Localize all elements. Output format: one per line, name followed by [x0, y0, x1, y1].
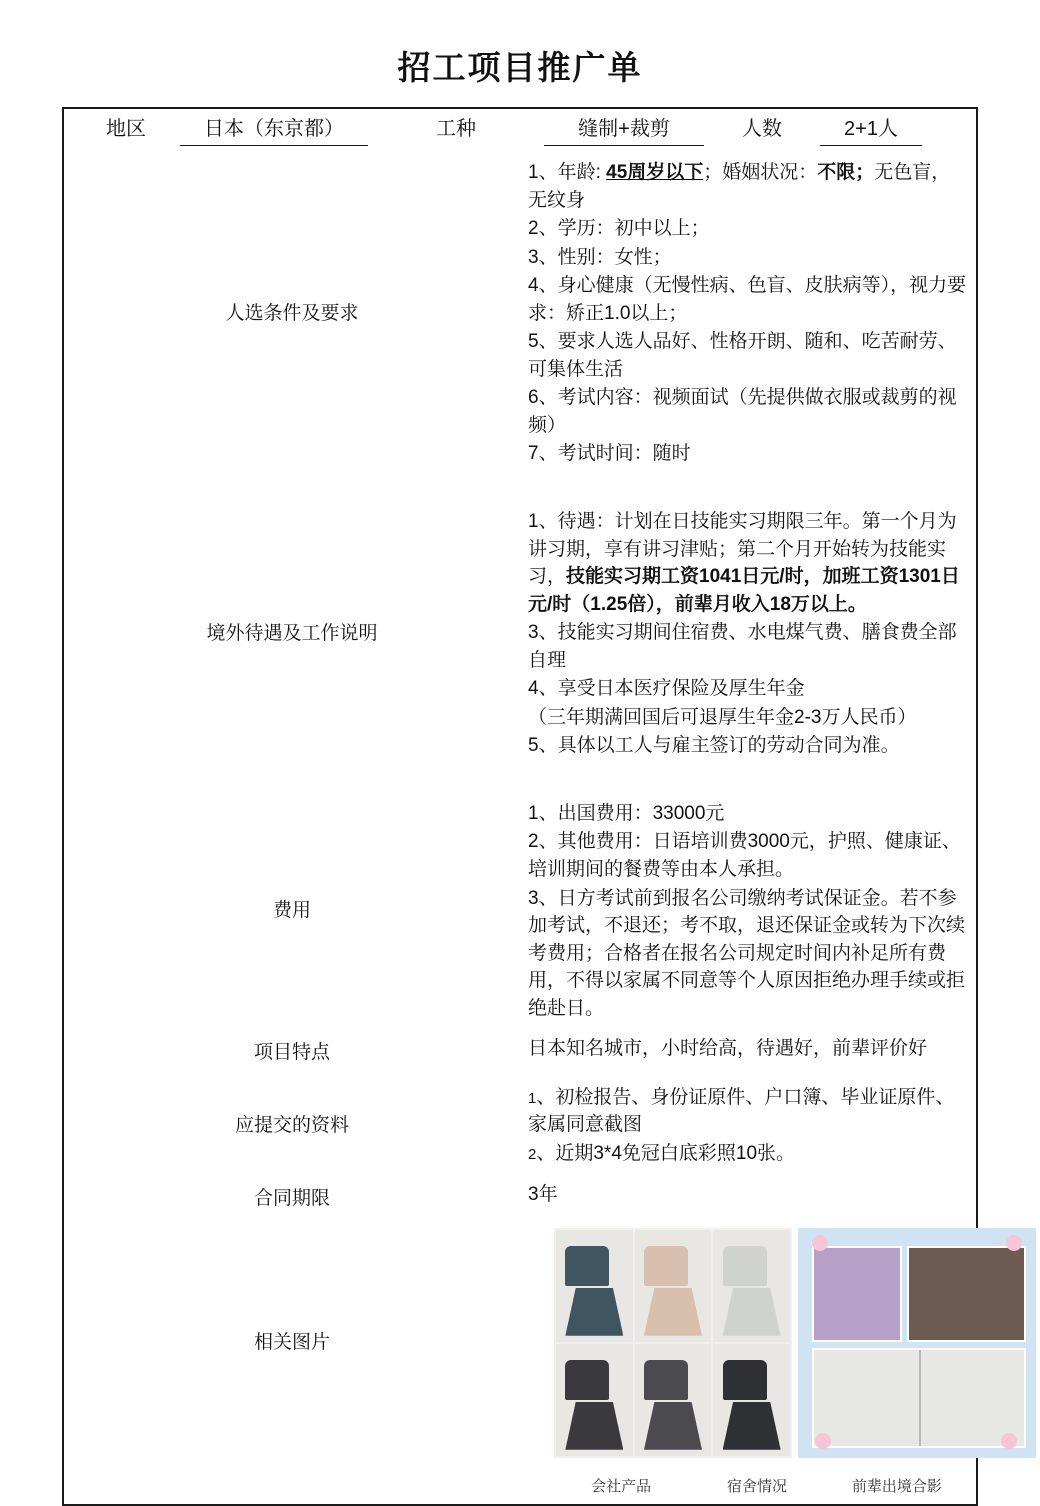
requirements-row [64, 152, 976, 475]
count-value: 2+1人 [820, 115, 922, 146]
requirement-line: 6、考试内容：视频面试（先提供做衣服或裁剪的视频） [528, 387, 957, 436]
treatment-line: 4、享受日本医疗保险及厚生年金 [528, 678, 805, 700]
captions-content [520, 1464, 976, 1504]
treatment-row [64, 501, 976, 767]
caption-group: 前辈出境合影 [851, 1478, 942, 1496]
garment-shape [644, 1246, 702, 1336]
product-cell [635, 1230, 712, 1342]
contract-row [64, 1175, 976, 1223]
image-gallery [528, 1228, 968, 1458]
dormitory-photo [798, 1228, 1036, 1458]
material-item: 2、近期3*4免冠白底彩照10张。 [528, 1142, 796, 1164]
garment-shape [723, 1360, 781, 1450]
images-content [520, 1222, 976, 1464]
garment-top [644, 1246, 688, 1286]
garment-top [565, 1360, 609, 1400]
requirements-content [520, 152, 976, 475]
garment-skirt [644, 1288, 702, 1336]
treatment-line: 3、技能实习期间住宿费、水电煤气费、膳食费全部自理 [528, 622, 957, 671]
product-cell [556, 1230, 633, 1342]
treatment-line: 5、具体以工人与雇主签订的劳动合同为准。 [528, 735, 900, 757]
garment-top [565, 1246, 609, 1286]
garment-top [644, 1360, 688, 1400]
company-products-photo [554, 1228, 792, 1458]
garment-shape [565, 1360, 623, 1450]
spacer [64, 767, 976, 793]
document-frame [62, 107, 978, 1506]
treatment-content [520, 501, 976, 767]
header-cell [64, 109, 976, 152]
job-value: 缝制+裁剪 [544, 115, 704, 146]
materials-row [64, 1077, 976, 1175]
product-cell [556, 1344, 633, 1456]
garment-skirt [565, 1402, 623, 1450]
header-line [72, 115, 968, 146]
count-label: 人数 [742, 118, 782, 140]
fees-row [64, 793, 976, 1029]
product-cell [713, 1230, 790, 1342]
garment-skirt [565, 1288, 623, 1336]
fridge-divider [919, 1350, 921, 1447]
captions-row [64, 1464, 976, 1504]
contract-label: 合同期限 [253, 1187, 330, 1209]
features-label: 项目特点 [253, 1042, 330, 1064]
materials-label: 应提交的资料 [234, 1114, 349, 1136]
requirement-line: 7、考试时间：随时 [528, 443, 691, 465]
requirement-line: 5、要求人选人品好、性格开朗、随和、吃苦耐劳、可集体生活 [528, 331, 957, 380]
features-value: 日本知名城市，小时给高，待遇好，前辈评价好 [528, 1038, 928, 1060]
product-cell [713, 1344, 790, 1456]
material-text: 近期3*4免冠白底彩照10张。 [555, 1142, 796, 1164]
gallery-item [554, 1228, 792, 1458]
captions-spacer [64, 1464, 520, 1504]
images-row [64, 1222, 976, 1464]
sticker-dot [1006, 1235, 1022, 1251]
page-title: 招工项目推广单 [397, 51, 643, 87]
garment-top [723, 1360, 767, 1400]
spacer [64, 475, 976, 501]
product-cell [635, 1344, 712, 1456]
fee-line: 1、出国费用：33000元 [528, 802, 725, 824]
garment-shape [644, 1360, 702, 1450]
requirement-line: 4、身心健康（无慢性病、色盲、皮肤病等），视力要求：矫正1.0以上； [528, 275, 967, 324]
fees-content [520, 793, 976, 1029]
caption-products: 会社产品 [591, 1478, 652, 1496]
dorm-room [907, 1246, 1025, 1342]
requirement-line: 2、学历：初中以上； [528, 218, 710, 240]
fees-label: 费用 [272, 900, 311, 922]
material-text: 初检报告、身份证原件、户口簿、毕业证原件、家属同意截图 [528, 1086, 955, 1136]
treatment-line: 1、待遇：计划在日技能实习期限三年。第一个月为讲习期，享有讲习津贴；第二个月开始转为技能实习，技能实习期工资1041日元/时，加班工资1301日元/时（1.25倍），前辈月收入18万以上。 [528, 511, 960, 615]
material-item: 1、初检报告、身份证原件、户口簿、毕业证原件、家属同意截图 [528, 1086, 955, 1136]
region-value: 日本（东京都） [180, 115, 368, 146]
materials-content [520, 1077, 976, 1175]
contract-value: 3年 [528, 1183, 558, 1205]
garment-skirt [723, 1402, 781, 1450]
garment-skirt [644, 1402, 702, 1450]
features-row [64, 1029, 976, 1077]
caption-dormitory: 宿舍情况 [727, 1478, 788, 1496]
requirements-label: 人选条件及要求 [225, 302, 359, 324]
job-label: 工种 [436, 118, 476, 140]
requirement-line: 3、性别：女性； [528, 246, 672, 268]
images-label: 相关图片 [253, 1332, 330, 1354]
dorm-fridge [812, 1348, 1025, 1449]
garment-shape [723, 1246, 781, 1336]
sticker-dot [815, 1433, 831, 1449]
garment-top [723, 1246, 767, 1286]
fee-line: 3、日方考试前到报名公司缴纳考试保证金。若不参加考试，不退还；考不取，退还保证金或转为下次续考费用；合格者在报名公司规定时间内补足所有费用，不得以家属不同意等个人原因拒绝办理手续或拒绝赴日。 [528, 887, 966, 1019]
gallery-item [798, 1228, 1036, 1458]
info-table [64, 109, 976, 1504]
treatment-line: （三年期满回国后可退厚生年金2-3万人民币） [528, 706, 917, 728]
sticker-dot [1001, 1433, 1017, 1449]
requirement-line: 1、年龄: 45周岁以下；婚姻状况：不限；无色盲，无纹身 [528, 162, 951, 211]
garment-shape [565, 1246, 623, 1336]
fee-line: 2、其他费用：日语培训费3000元，护照、健康证、培训期间的餐费等由本人承担。 [528, 831, 961, 881]
caption-strip [528, 1470, 968, 1498]
garment-skirt [723, 1288, 781, 1336]
dorm-curtain [812, 1246, 902, 1342]
region-label: 地区 [106, 118, 146, 140]
treatment-label: 境外待遇及工作说明 [206, 623, 378, 645]
header-row [64, 109, 976, 152]
